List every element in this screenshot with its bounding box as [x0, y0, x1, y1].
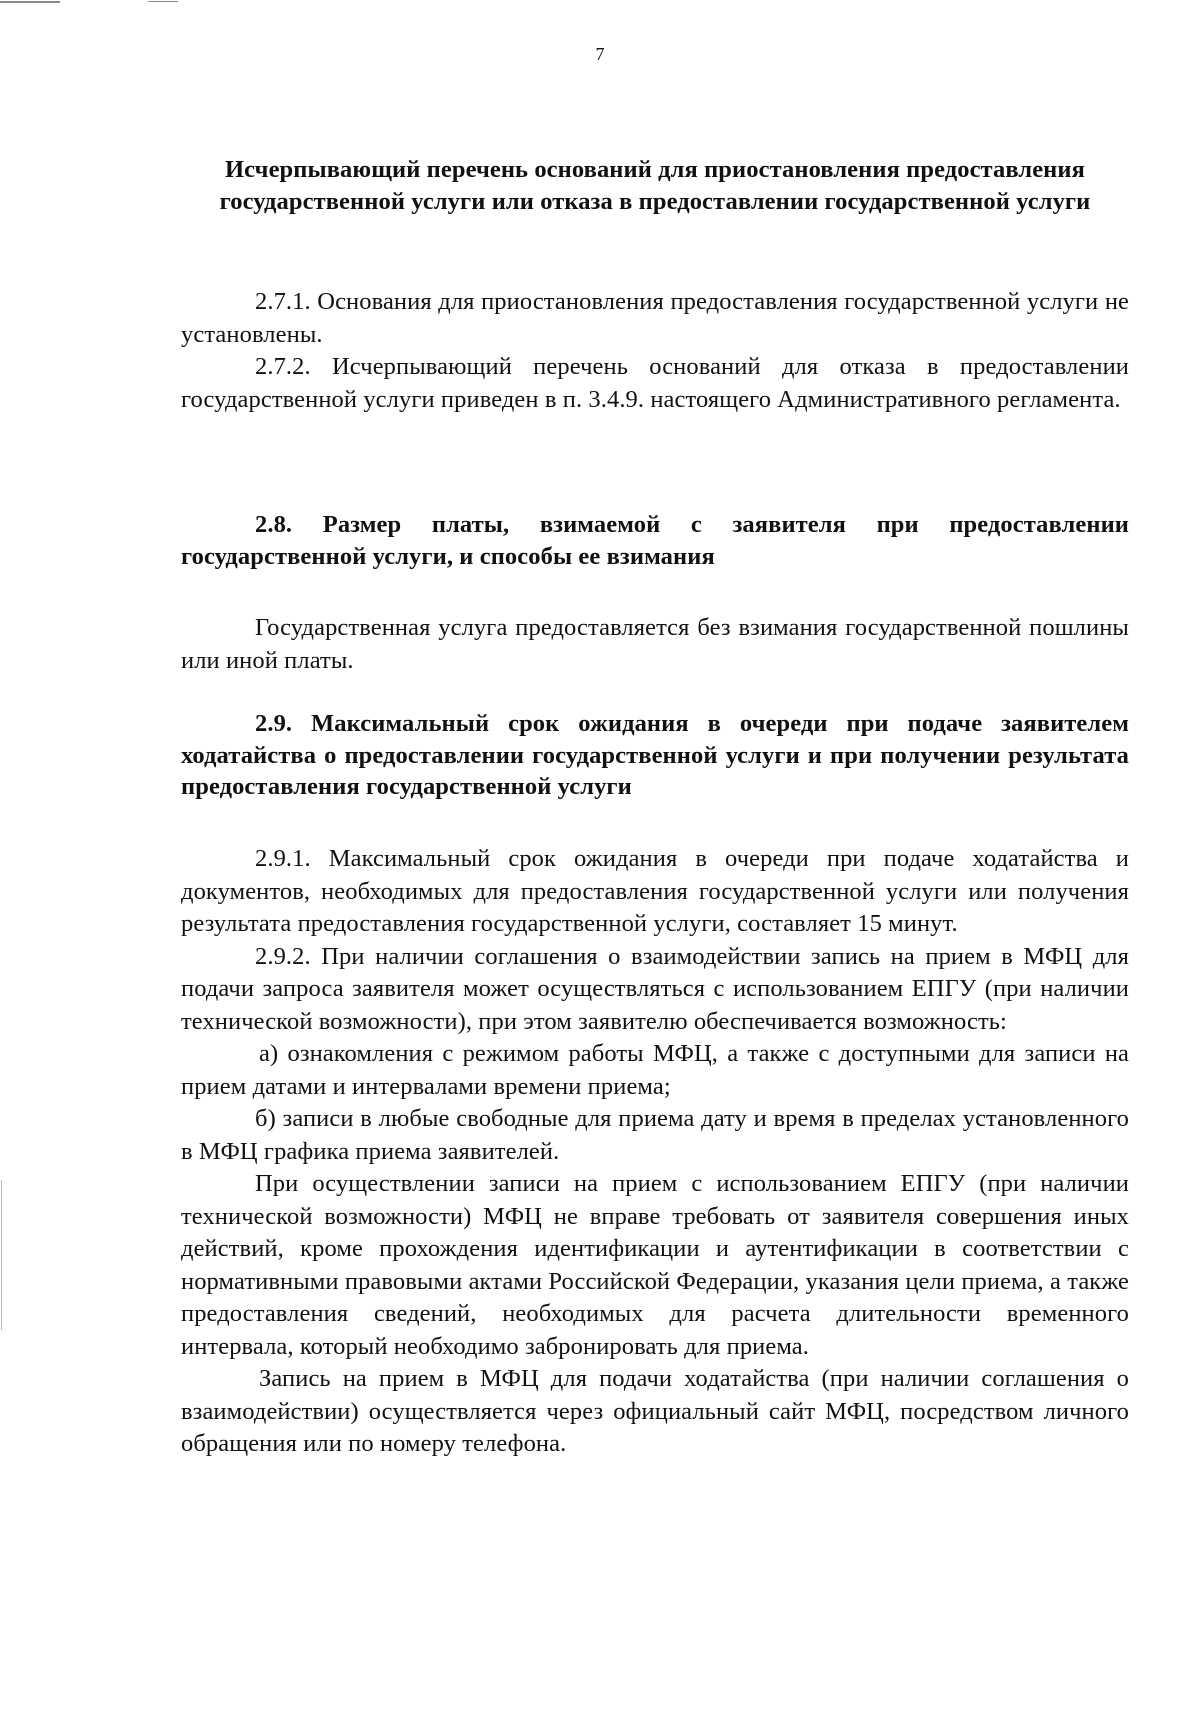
scan-mark-left [1, 1180, 2, 1330]
section-2-8-body [181, 612, 1129, 677]
paragraph-2-7-1: 2.7.1. Основания для приостановления предоставления государственной услуги не установлены. [181, 288, 1129, 348]
paragraph-mfc-record: Запись на прием в МФЦ для подачи ходатайства (при наличии соглашения о взаимодействии) осуществляется через официальный сайт МФЦ, посредством личного обращения или по номеру телефона. [181, 1365, 1129, 1457]
heading-section-2-8: 2.8. Размер платы, взимаемой с заявителя при предоставлении государственной услуги, и способы ее взимания [181, 511, 1129, 570]
paragraph-2-8: Государственная услуга предоставляется без взимания государственной пошлины или иной платы. [181, 614, 1129, 674]
paragraph-2-9-2-a: а) ознакомления с режимом работы МФЦ, а также с доступными для записи на прием датами и интервалами времени приема; [181, 1040, 1129, 1100]
paragraph-2-9-2: 2.9.2. При наличии соглашения о взаимодействии запись на прием в МФЦ для подачи запроса заявителя может осуществляться с использованием ЕПГУ (при наличии технической возможности), при этом заявителю обеспечивается возможность: [181, 942, 1129, 1035]
heading-section-2-9: 2.9. Максимальный срок ожидания в очереди при подаче заявителем ходатайства о предоставлении государственной услуги и при получении результата предоставления государственной услуги [181, 710, 1129, 800]
paragraph-2-9-2-b: б) записи в любые свободные для приема дату и время в пределах установленного в МФЦ графика приема заявителей. [181, 1105, 1129, 1165]
paragraph-2-7-2: 2.7.2. Исчерпывающий перечень оснований для отказа в предоставлении государственной услуги приведен в п. 3.4.9. настоящего Административного регламента. [181, 353, 1129, 413]
page-number: 7 [595, 44, 605, 64]
paragraph-2-9-1: 2.9.1. Максимальный срок ожидания в очереди при подаче ходатайства и документов, необходимых для предоставления государственной услуги или получения результата предоставления государственной услуги, составляет 15 минут. [181, 845, 1129, 937]
section-2-9-body [181, 843, 1129, 1461]
heading-section-2-7: Исчерпывающий перечень оснований для приостановления предоставления государственной услуги или отказа в предоставлении государственной услуги [219, 156, 1091, 215]
scan-mark-top-2 [148, 1, 178, 2]
scan-mark-top [0, 1, 60, 3]
section-2-7-body [181, 286, 1129, 416]
paragraph-epgu-record: При осуществлении записи на прием с использованием ЕПГУ (при наличии технической возможности) МФЦ не вправе требовать от заявителя совершения иных действий, кроме прохождения идентификации и аутентификации в соответствии с нормативными правовыми актами Российской Федерации, указания цели приема, а также предоставления сведений, необходимых для расчета длительности временного интервала, который необходимо забронировать для приема. [181, 1170, 1129, 1360]
